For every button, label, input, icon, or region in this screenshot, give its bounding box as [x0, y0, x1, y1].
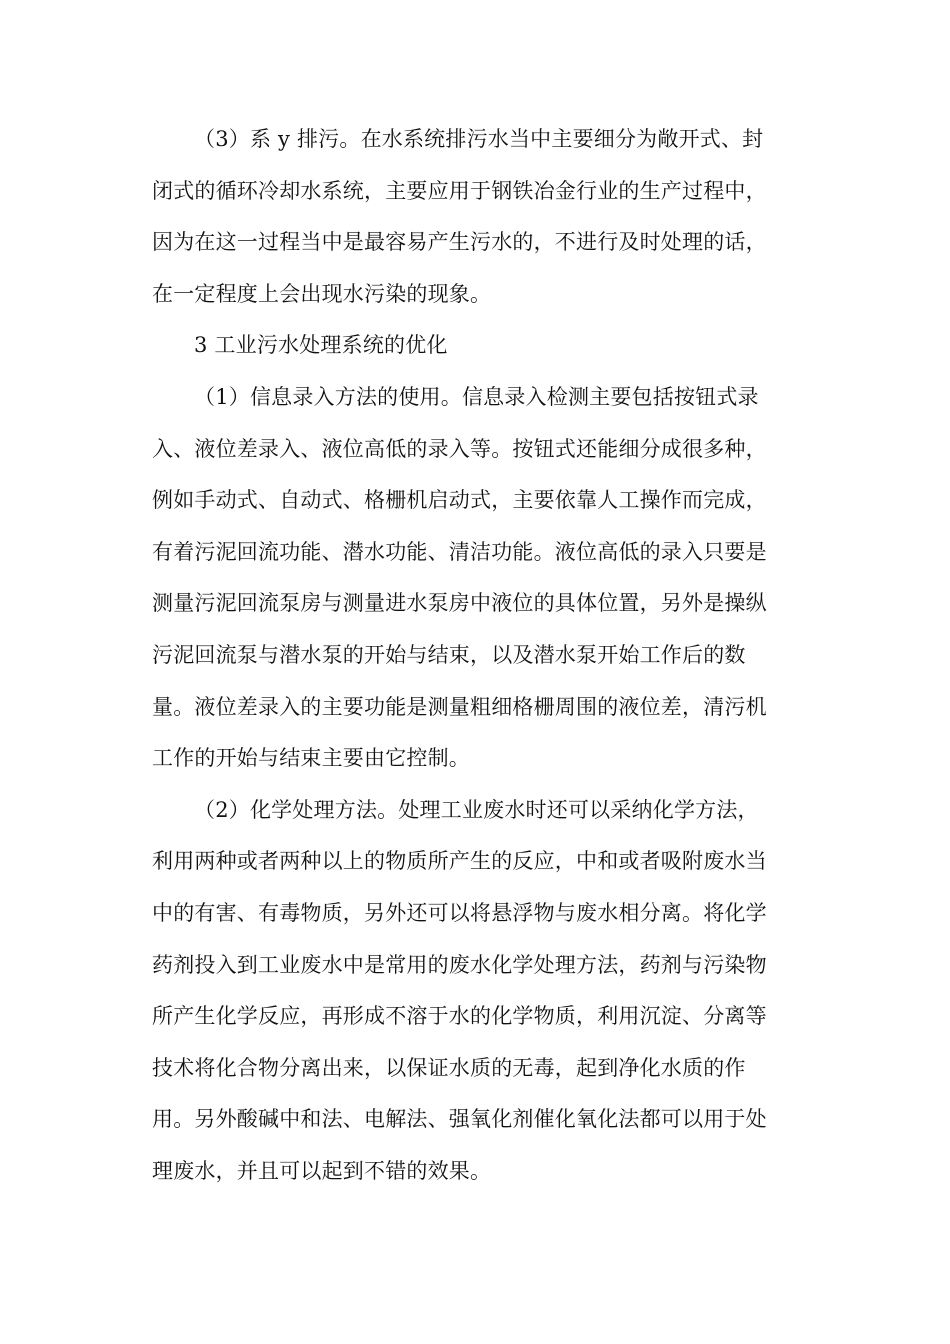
document-body [152, 114, 800, 1197]
paragraph-1-line-3: 例如手动式、自动式、格栅机启动式，主要依靠人工操作而完成， [152, 488, 767, 513]
paragraph-3-line-2: 闭式的循环冷却水系统，主要应用于钢铁冶金行业的生产过程中， [152, 178, 767, 203]
paragraph-1-line-8: 工作的开始与结束主要由它控制。 [152, 746, 470, 771]
paragraph-3-line-1: （3）系 y 排污。在水系统排污水当中主要细分为敞开式、封 [194, 127, 764, 151]
paragraph-3-line-3: 因为在这一过程当中是最容易产生污水的，不进行及时处理的话， [152, 230, 767, 255]
paragraph-1-line-4: 有着污泥回流功能、潜水功能、清洁功能。液位高低的录入只要是 [152, 539, 767, 564]
paragraph-3-line-4: 在一定程度上会出现水污染的现象。 [152, 281, 492, 306]
paragraph-2-line-1: （2）化学处理方法。处理工业废水时还可以采纳化学方法， [194, 797, 759, 822]
paragraph-2-line-5: 所产生化学反应，再形成不溶于水的化学物质，利用沉淀、分离等 [152, 1004, 767, 1029]
paragraph-2-line-3: 中的有害、有毒物质，另外还可以将悬浮物与废水相分离。将化学 [152, 900, 767, 925]
paragraph-1-line-1: （1）信息录入方法的使用。信息录入检测主要包括按钮式录 [194, 384, 759, 409]
paragraph-2-line-2: 利用两种或者两种以上的物质所产生的反应，中和或者吸附废水当 [152, 849, 767, 874]
paragraph-1-line-5: 测量污泥回流泵房与测量进水泵房中液位的具体位置，另外是操纵 [152, 591, 767, 616]
paragraph-1-line-7: 量。液位差录入的主要功能是测量粗细格栅周围的液位差，清污机 [152, 694, 767, 719]
paragraph-2-line-4: 药剂投入到工业废水中是常用的废水化学处理方法，药剂与污染物 [152, 952, 767, 977]
section-heading: 3 工业污水处理系统的优化 [194, 333, 448, 358]
paragraph-2-line-7: 用。另外酸碱中和法、电解法、强氧化剂催化氧化法都可以用于处 [152, 1107, 767, 1132]
paragraph-1-line-6: 污泥回流泵与潜水泵的开始与结束，以及潜水泵开始工作后的数 [152, 642, 746, 667]
paragraph-2-line-6: 技术将化合物分离出来，以保证水质的无毒，起到净化水质的作 [152, 1055, 746, 1080]
paragraph-2-line-8: 理废水，并且可以起到不错的效果。 [152, 1158, 492, 1183]
paragraph-1-line-2: 入、液位差录入、液位高低的录入等。按钮式还能细分成很多种， [152, 436, 767, 461]
